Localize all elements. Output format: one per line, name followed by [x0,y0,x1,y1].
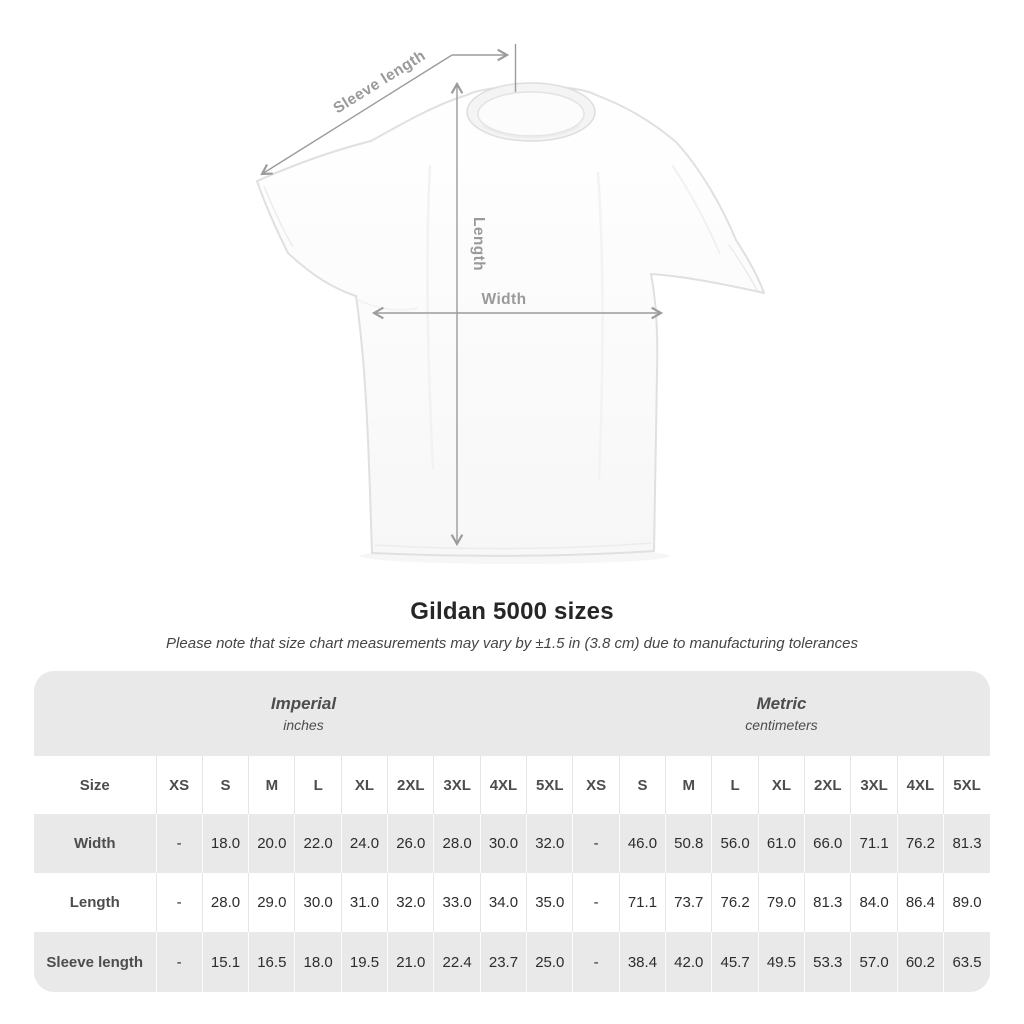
size-col-header: S [619,756,665,814]
size-col-header: L [712,756,758,814]
metric-unit: centimeters [745,717,818,733]
measurement-cell: 73.7 [666,873,712,932]
length-label: Length [470,216,487,272]
measurement-cell: 18.0 [202,814,248,873]
size-table [34,671,990,992]
measurement-cell: 35.0 [527,873,573,932]
measurement-cell: 81.3 [805,873,851,932]
measurement-cell: - [573,932,619,992]
measurement-row [34,932,990,992]
measurement-cell: 49.5 [758,932,804,992]
measurement-cell: - [156,932,202,992]
tolerance-note: Please note that size chart measurements may vary by ±1.5 in (3.8 cm) due to manufacturing tolerances [166,635,858,652]
imperial-unit: inches [283,717,324,733]
measurement-cell: 26.0 [388,814,434,873]
measurement-cell: 86.4 [897,873,943,932]
measurement-cell: 66.0 [805,814,851,873]
size-column-label: Size [79,776,110,794]
measurement-cell: 60.2 [897,932,943,992]
measurement-cell: 61.0 [758,814,804,873]
tshirt-silhouette [257,83,764,556]
metric-section-header [573,671,990,756]
measurement-cell: 71.1 [619,873,665,932]
measurement-cell: - [156,873,202,932]
measurement-cell: 32.0 [527,814,573,873]
units-header-row [34,671,990,756]
size-col-header: 4XL [480,756,526,814]
measurement-cell: - [573,873,619,932]
size-col-header: S [202,756,248,814]
metric-label: Metric [756,694,807,713]
size-col-header: XL [341,756,387,814]
size-col-header: L [295,756,341,814]
page-title: Gildan 5000 sizes [410,598,614,625]
sleeve-length-label: Sleeve length [330,47,429,118]
measurement-row-label: Length [69,894,120,911]
imperial-label: Imperial [270,694,337,713]
measurement-cell: 57.0 [851,932,897,992]
measurement-cell: 34.0 [480,873,526,932]
measurement-cell: 50.8 [666,814,712,873]
size-col-header: XS [573,756,619,814]
width-label: Width [481,291,527,308]
measurement-row-label: Sleeve length [46,953,144,971]
measurement-cell: 76.2 [712,873,758,932]
measurement-cell: 29.0 [249,873,295,932]
measurement-cell: 81.3 [944,814,990,873]
measurement-cell: 42.0 [666,932,712,992]
measurement-row [34,814,990,873]
size-col-header: 2XL [388,756,434,814]
size-table-wrap [34,671,990,992]
measurement-cell: 53.3 [805,932,851,992]
size-header-row [34,756,990,814]
size-col-header: 3XL [434,756,480,814]
measurement-cell: 16.5 [249,932,295,992]
measurement-cell: 28.0 [202,873,248,932]
measurement-cell: 30.0 [295,873,341,932]
measurement-cell: 46.0 [619,814,665,873]
measurement-cell: 19.5 [341,932,387,992]
measurement-cell: 71.1 [851,814,897,873]
size-col-header: 3XL [851,756,897,814]
measurement-cell: 24.0 [341,814,387,873]
size-col-header: M [666,756,712,814]
measurement-cell: 20.0 [249,814,295,873]
imperial-section-header [34,671,573,756]
measurement-row [34,873,990,932]
measurement-cell: 76.2 [897,814,943,873]
measurement-cell: 63.5 [944,932,990,992]
measurement-cell: 31.0 [341,873,387,932]
measurement-cell: 21.0 [388,932,434,992]
size-col-header: 4XL [897,756,943,814]
measurement-cell: 30.0 [480,814,526,873]
size-col-header: M [249,756,295,814]
measurement-cell: 18.0 [295,932,341,992]
measurement-cell: 56.0 [712,814,758,873]
measurement-row-label: Width [73,835,116,852]
collar [467,83,595,141]
measurement-cell: - [573,814,619,873]
measurement-cell: 38.4 [619,932,665,992]
measurement-cell: 25.0 [527,932,573,992]
measurement-cell: 84.0 [851,873,897,932]
measurement-cell: 33.0 [434,873,480,932]
measurement-cell: 89.0 [944,873,990,932]
measurement-cell: 23.7 [480,932,526,992]
measurement-cell: 15.1 [202,932,248,992]
measurement-cell: 32.0 [388,873,434,932]
measurement-cell: - [156,814,202,873]
measurement-cell: 45.7 [712,932,758,992]
size-col-header: 2XL [805,756,851,814]
measurement-cell: 22.0 [295,814,341,873]
size-col-header: 5XL [527,756,573,814]
size-col-header: XL [758,756,804,814]
measurement-cell: 22.4 [434,932,480,992]
measurement-cell: 28.0 [434,814,480,873]
size-col-header: 5XL [944,756,990,814]
measurement-cell: 79.0 [758,873,804,932]
size-col-header: XS [156,756,202,814]
